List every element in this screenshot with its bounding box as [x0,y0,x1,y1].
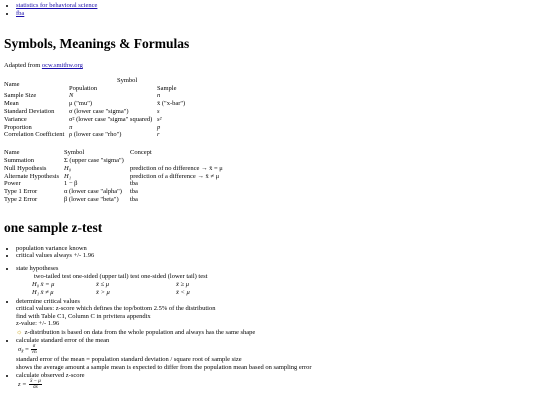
row-name: Alternate Hypothesis [4,172,60,180]
hyp-cell: x̄ > μ [96,288,110,296]
table-row [4,108,187,116]
z-formula [16,379,536,390]
row-sample: p [157,123,161,131]
row-population: μ ("mu") [69,100,93,108]
header-sample: Sample [157,84,177,92]
row-sample: x̄ ("x-bar") [157,100,186,108]
row-symbol: H₀ [64,164,71,172]
list-item: • population variance known [16,245,536,253]
header-population: Population [69,84,98,92]
row-population: σ (lower case "sigma") [69,107,129,115]
row-sample: s [157,107,160,115]
row-name: Summation [4,156,34,164]
list-item: • critical values always +/- 1.96 [16,252,536,260]
row-name: Null Hypothesis [4,164,47,172]
se-fraction [31,344,36,355]
row-name: Correlation Coefficient [4,131,65,139]
step-label: calculate standard error of the mean [16,336,110,344]
row-symbol: β (lower case "beta") [64,195,119,203]
row-concept [130,157,225,165]
se-sigma: σ [18,346,22,354]
hyp-cell: H₁ x̄ ≠ μ [32,288,54,296]
nav-link-fba[interactable]: fba [16,9,25,17]
row-concept: tba [130,180,138,188]
table-row [4,116,187,124]
step-label: calculate observed z-score [16,371,85,379]
table-row [4,180,225,188]
hyp-cell: x̄ < μ [176,288,190,296]
se-denominator: √n [31,350,37,356]
row-sample: n [157,92,161,100]
cv-tip-text: z-distribution is based on data from the whole population and always has the same shape [24,329,256,337]
concepts-header-row [4,149,225,157]
row-population: ρ (lower case "rho") [69,131,122,139]
row-name: Variance [4,115,27,123]
row-sample: s² [157,115,162,123]
step-calc-standard-error [16,337,536,372]
z-fraction [29,379,42,390]
row-name: Proportion [4,123,32,131]
step-label: state hypotheses [16,264,59,272]
se-formula [16,344,536,356]
se-line: shows the average amount a sample mean is expected to differ from the population mean based on sampling error [16,363,312,371]
symbols-table [4,77,187,139]
step-state-hypotheses [16,265,536,297]
table-row [4,173,225,181]
hyp-cell: H₀ x̄ = μ [32,281,55,289]
table-row [4,157,225,165]
nav-item [16,10,536,18]
hypotheses-table [32,281,190,297]
table-row [4,188,225,196]
step-determine-critical-values [16,298,536,337]
nav-list [4,2,536,17]
table-row [4,131,187,139]
se-eq: = [23,346,31,354]
row-population: π [69,123,73,131]
table-row [4,100,187,108]
row-concept: tba [130,188,138,196]
hyp-header: two-tailed test one-sided (upper tail) test one-sided (lower tail) test [34,272,208,280]
lightbulb-icon: ☼ [16,328,23,337]
row-population: σ² (lower case "sigma" squared) [69,115,153,123]
row-name: Mean [4,100,19,108]
se-numerator: σ [32,344,36,350]
z-test-bullets [4,245,536,260]
table-row [4,196,225,204]
se-line: standard error of the mean = population standard deviation / square root of sample size [16,356,242,364]
header-concept: Concept [130,149,152,157]
row-concept: prediction of a difference → x̄ ≠ μ [130,172,220,180]
concepts-table [4,149,225,204]
header-symbol: Symbol [64,149,85,157]
z-numerator: x̄ − μ [30,379,41,385]
cv-line: critical values: z-score which defines the top/bottom 2.5% of the distribution [16,305,216,313]
nav-link-statistics[interactable]: statistics for behavioral science [16,2,98,9]
table-row [4,92,187,100]
header-name: Name [4,80,20,88]
adapted-note [4,62,536,70]
step-label: determine critical values [16,297,80,305]
row-concept: prediction of no difference → x̄ = μ [130,164,223,172]
header-symbol: Symbol [117,76,138,84]
row-sample: r [157,131,160,139]
row-symbol: 1 − β [64,180,78,188]
nav-item [16,2,536,10]
row-name: Type 1 Error [4,188,38,196]
cv-line: z-value: +/- 1.96 [16,320,60,328]
step-calc-z-score [16,372,536,391]
adapted-link[interactable]: ocw.smithw.org [41,62,83,70]
cv-line: find with Table C1, Column C in privitera appendix [16,312,151,320]
z-test-steps [4,265,536,390]
symbols-header-row-1 [4,77,187,85]
page-title: Symbols, Meanings & Formulas [4,36,190,52]
table-row [32,289,190,297]
header-name: Name [4,149,20,157]
cv-tip [16,328,536,337]
hyp-cell: x̄ ≥ μ [176,281,189,289]
row-symbol: H₁ [64,172,71,180]
table-row [4,124,187,132]
z-left: z = [18,381,29,389]
z-denominator: σx̄ [33,385,38,391]
adapted-prefix: Adapted from [4,62,42,70]
row-name: Standard Deviation [4,107,55,115]
row-name: Power [4,180,21,188]
table-row [4,165,225,173]
row-name: Type 2 Error [4,195,38,203]
row-concept: tba [130,195,138,203]
table-row [32,281,190,289]
row-name: Sample Size [4,92,37,100]
se-sub: x̄ [21,349,24,355]
row-symbol: Σ (upper case "sigma") [64,156,124,164]
row-population: N [69,92,74,100]
row-symbol: α (lower case "alpha") [64,188,122,196]
section-title-z-test: one sample z-test [4,219,103,235]
hyp-cell: x̄ ≤ μ [96,281,109,289]
